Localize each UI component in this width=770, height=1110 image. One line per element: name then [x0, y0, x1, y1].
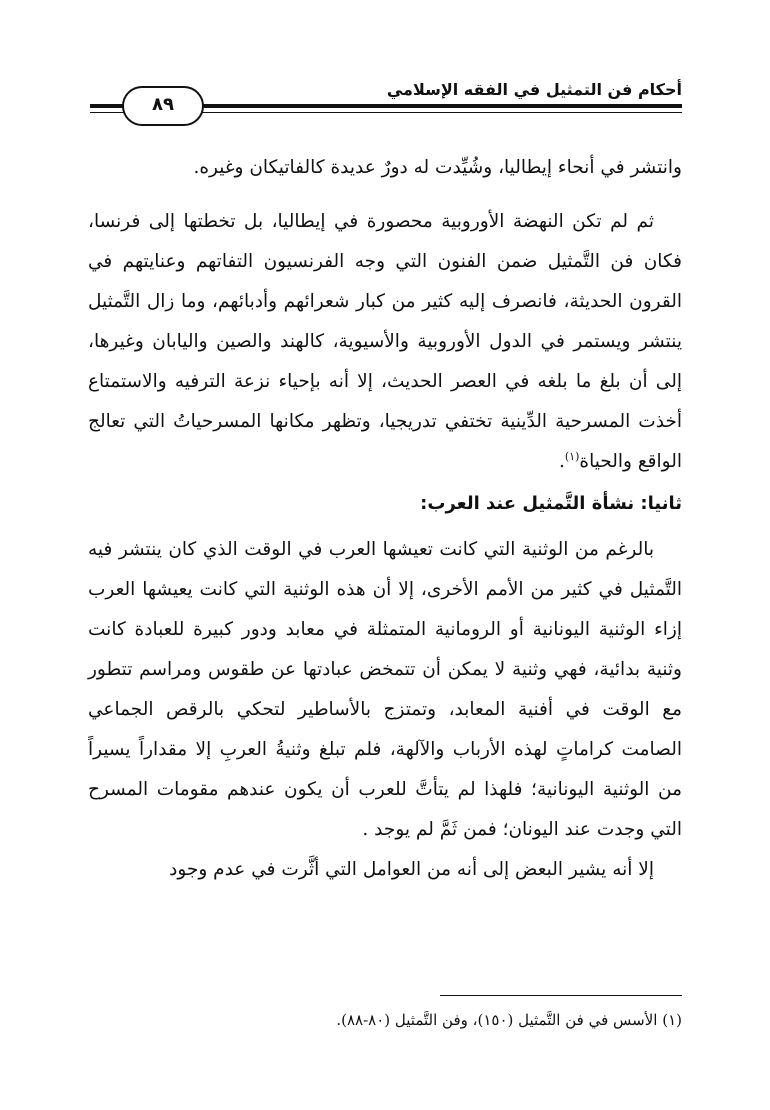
footnote-1: (١) الأسس في فن التَّمثيل (١٥٠)، وفن التَّمثيل (٨٠-٨٨).	[336, 1011, 682, 1029]
paragraph-2-end: .	[558, 451, 565, 472]
running-title: أحكام فن التمثيل في الفقه الإسلامي	[386, 80, 682, 99]
paragraph-4: إلا أنه يشير البعض إلى أنه من العوامل التي أثَّرت في عدم وجود	[169, 859, 654, 880]
page-header	[90, 80, 682, 124]
footnote-rule	[440, 995, 682, 996]
section-heading: ثانيا: نشأة التَّمثيل عند العرب:	[420, 493, 682, 514]
page-number: ٨٩	[122, 86, 204, 126]
paragraph-1: وانتشر في أنحاء إيطاليا، وشُيِّدت له دورٌ عديدة كالفاتيكان وغيره.	[193, 157, 682, 178]
footnote-ref-1[interactable]: (١)	[564, 449, 580, 463]
paragraph-3: بالرغم من الوثنية التي كانت تعيشها العرب في الوقت الذي كان ينتشر فيه التَّمثيل في كثير من الأمم الأخرى، إلا أن هذه الوثنية التي كانت يعيشها العرب إزاء الوثنية اليونانية أو الرومانية المتمثلة في معابد ودور كبيرة للعبادة كانت وثنية بدائية، فهي وثنية لا يمكن أن تتمخض عبادتها عن طقوس ومراسم تتطور مع الوقت في أفنية المعابد، وتمتزج بالأساطير لتحكي بالرقص الجماعي الصامت كراماتٍ لهذه الأرباب والآلهة، فلم تبلغ وثنيةُ العربِ إلا مقداراً يسيراً من الوثنية اليونانية؛ فلهذا لم يتأتَّ للعرب أن يكون عندهم مقومات المسرح التي وجدت عند اليونان؛ فمن ثَمَّ لم يوجد .	[88, 539, 682, 840]
paragraph-2	[88, 202, 682, 482]
body-text	[88, 148, 682, 890]
paragraph-2-text: ثم لم تكن النهضة الأوروبية محصورة في إيطاليا، بل تخطتها إلى فرنسا، فكان فن التَّمثيل ضمن الفنون التي وجه الفرنسيون التفاتهم وعنايتهم في القرون الحديثة، فانصرف إليه كثير من كبار شعرائهم وأدبائهم، وما زال التَّمثيل ينتشر ويستمر في الدول الأوروبية والأسيوية، كالهند والصين واليابان وغيرها، إلى أن بلغ ما بلغه في العصر الحديث، إلا أنه بإحياء نزعة الترفيه والاستمتاع أخذت المسرحية الدِّينية تختفي تدريجيا، وتظهر مكانها المسرحياتُ التي تعالج الواقع والحياة	[88, 211, 682, 472]
